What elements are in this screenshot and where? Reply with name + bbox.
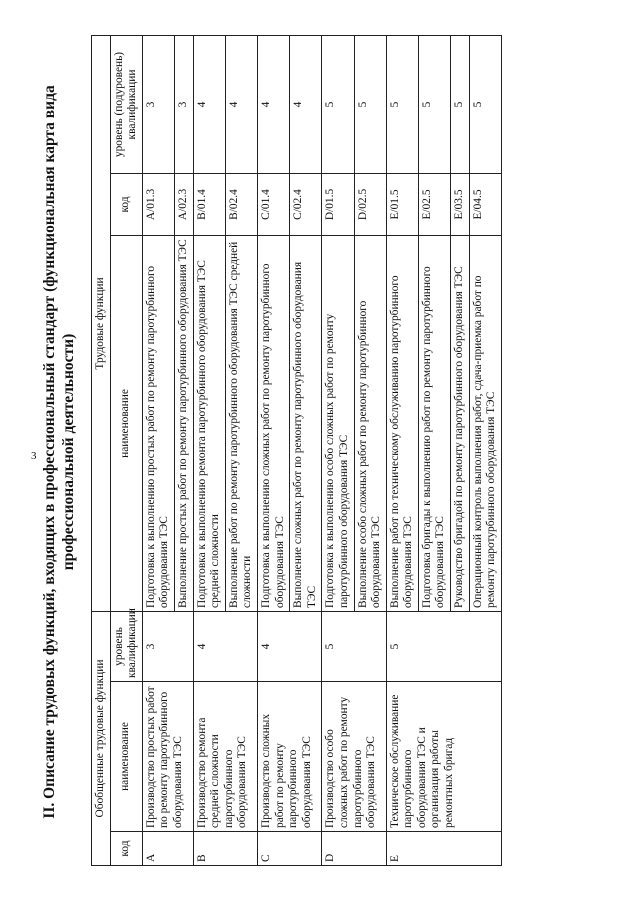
- col-sublevel: уровень (подуровень) квалификации: [110, 35, 142, 173]
- function-level: 5: [322, 35, 354, 173]
- function-level: 5: [418, 35, 450, 173]
- function-level: 5: [354, 35, 386, 173]
- group-name: Производство особо сложных работ по ремонту паротурбинного оборудования ТЭС: [322, 682, 386, 832]
- group-name: Техническое обслуживание паротурбинного оборудования ТЭС и организация работы ремонтных бригад: [386, 682, 501, 832]
- function-level: 5: [451, 35, 470, 173]
- col-name: наименование: [110, 682, 142, 832]
- function-name: Подготовка к выполнению ремонта паротурбинного оборудования ТЭС средней сложности: [193, 235, 225, 611]
- table-row: [142, 35, 174, 865]
- function-code: B/02.4: [225, 173, 257, 235]
- generalized-functions-header: Обобщенные трудовые функции: [92, 611, 111, 865]
- function-level: 4: [257, 35, 289, 173]
- function-level: 3: [142, 35, 174, 173]
- function-name: Подготовка к выполнению сложных работ по ремонту паротурбинного оборудования ТЭС: [257, 235, 289, 611]
- group-level: 4: [193, 611, 257, 681]
- function-name: Выполнение работ по ремонту паротурбинного оборудования ТЭС средней сложности: [225, 235, 257, 611]
- function-name: Руководство бригадой по ремонту паротурбинного оборудования ТЭС: [451, 235, 470, 611]
- function-code: B/01.4: [193, 173, 225, 235]
- table-row: [257, 35, 289, 865]
- function-name: Выполнение сложных работ по ремонту паротурбинного оборудования ТЭС: [290, 235, 322, 611]
- function-code: E/04.5: [469, 173, 501, 235]
- function-name: Выполнение особо сложных работ по ремонту паротурбинного оборудования ТЭС: [354, 235, 386, 611]
- col-level: уровень квалификации: [110, 611, 142, 681]
- function-code: C/02.4: [290, 173, 322, 235]
- function-code: D/02.5: [354, 173, 386, 235]
- table-row: [386, 35, 418, 865]
- table-row: [193, 35, 225, 865]
- group-name: Производство простых работ по ремонту паротурбинного оборудования ТЭС: [142, 682, 193, 832]
- function-code: D/01.5: [322, 173, 354, 235]
- page-number: 3: [31, 450, 37, 462]
- function-code: E/03.5: [451, 173, 470, 235]
- function-code: C/01.4: [257, 173, 289, 235]
- function-level: 4: [225, 35, 257, 173]
- section-title: II. Описание трудовых функций, входящих в профессиональный стандарт (функциональная карта вида профессиональной деятельности): [41, 85, 77, 819]
- group-level: 4: [257, 611, 321, 681]
- function-name: Выполнение работ по техническому обслуживанию паротурбинного оборудования ТЭС: [386, 235, 418, 611]
- function-name: Подготовка к выполнению особо сложных работ по ремонту паротурбинного оборудования ТЭС: [322, 235, 354, 611]
- group-level: 5: [386, 611, 501, 681]
- group-code: D: [322, 832, 386, 866]
- function-map-table: [91, 35, 502, 866]
- col-labor-code: код: [110, 173, 142, 235]
- function-level: 3: [174, 35, 193, 173]
- function-code: E/02.5: [418, 173, 450, 235]
- group-code: B: [193, 832, 257, 866]
- table-body: [142, 35, 501, 865]
- group-level: 5: [322, 611, 386, 681]
- function-code: A/02.3: [174, 173, 193, 235]
- function-code: A/01.3: [142, 173, 174, 235]
- col-labor-name: наименование: [110, 235, 142, 611]
- group-code: C: [257, 832, 321, 866]
- group-name: Производство сложных работ по ремонту паротурбинного оборудования ТЭС: [257, 682, 321, 832]
- table-row: [322, 35, 354, 865]
- function-name: Подготовка бригады к выполнению работ по ремонту паротурбинного оборудования ТЭС: [418, 235, 450, 611]
- function-level: 5: [469, 35, 501, 173]
- function-level: 4: [193, 35, 225, 173]
- function-name: Подготовка к выполнению простых работ по ремонту паротурбинного оборудования ТЭС: [142, 235, 174, 611]
- group-level: 3: [142, 611, 193, 681]
- function-name: Выполнение простых работ по ремонту паротурбинного оборудования ТЭС: [174, 235, 193, 611]
- function-code: E/01.5: [386, 173, 418, 235]
- labor-functions-header: Трудовые функции: [92, 35, 111, 611]
- group-name: Производство ремонта средней сложности паротурбинного оборудования ТЭС: [193, 682, 257, 832]
- function-level: 4: [290, 35, 322, 173]
- group-code: E: [386, 832, 501, 866]
- group-code: A: [142, 832, 193, 866]
- function-level: 5: [386, 35, 418, 173]
- col-code: код: [110, 832, 142, 866]
- function-name: Операционный контроль выполнения работ, сдача-приемка работ по ремонту паротурбинного оборудования ТЭС: [469, 235, 501, 611]
- rotated-page-content: [40, 22, 600, 882]
